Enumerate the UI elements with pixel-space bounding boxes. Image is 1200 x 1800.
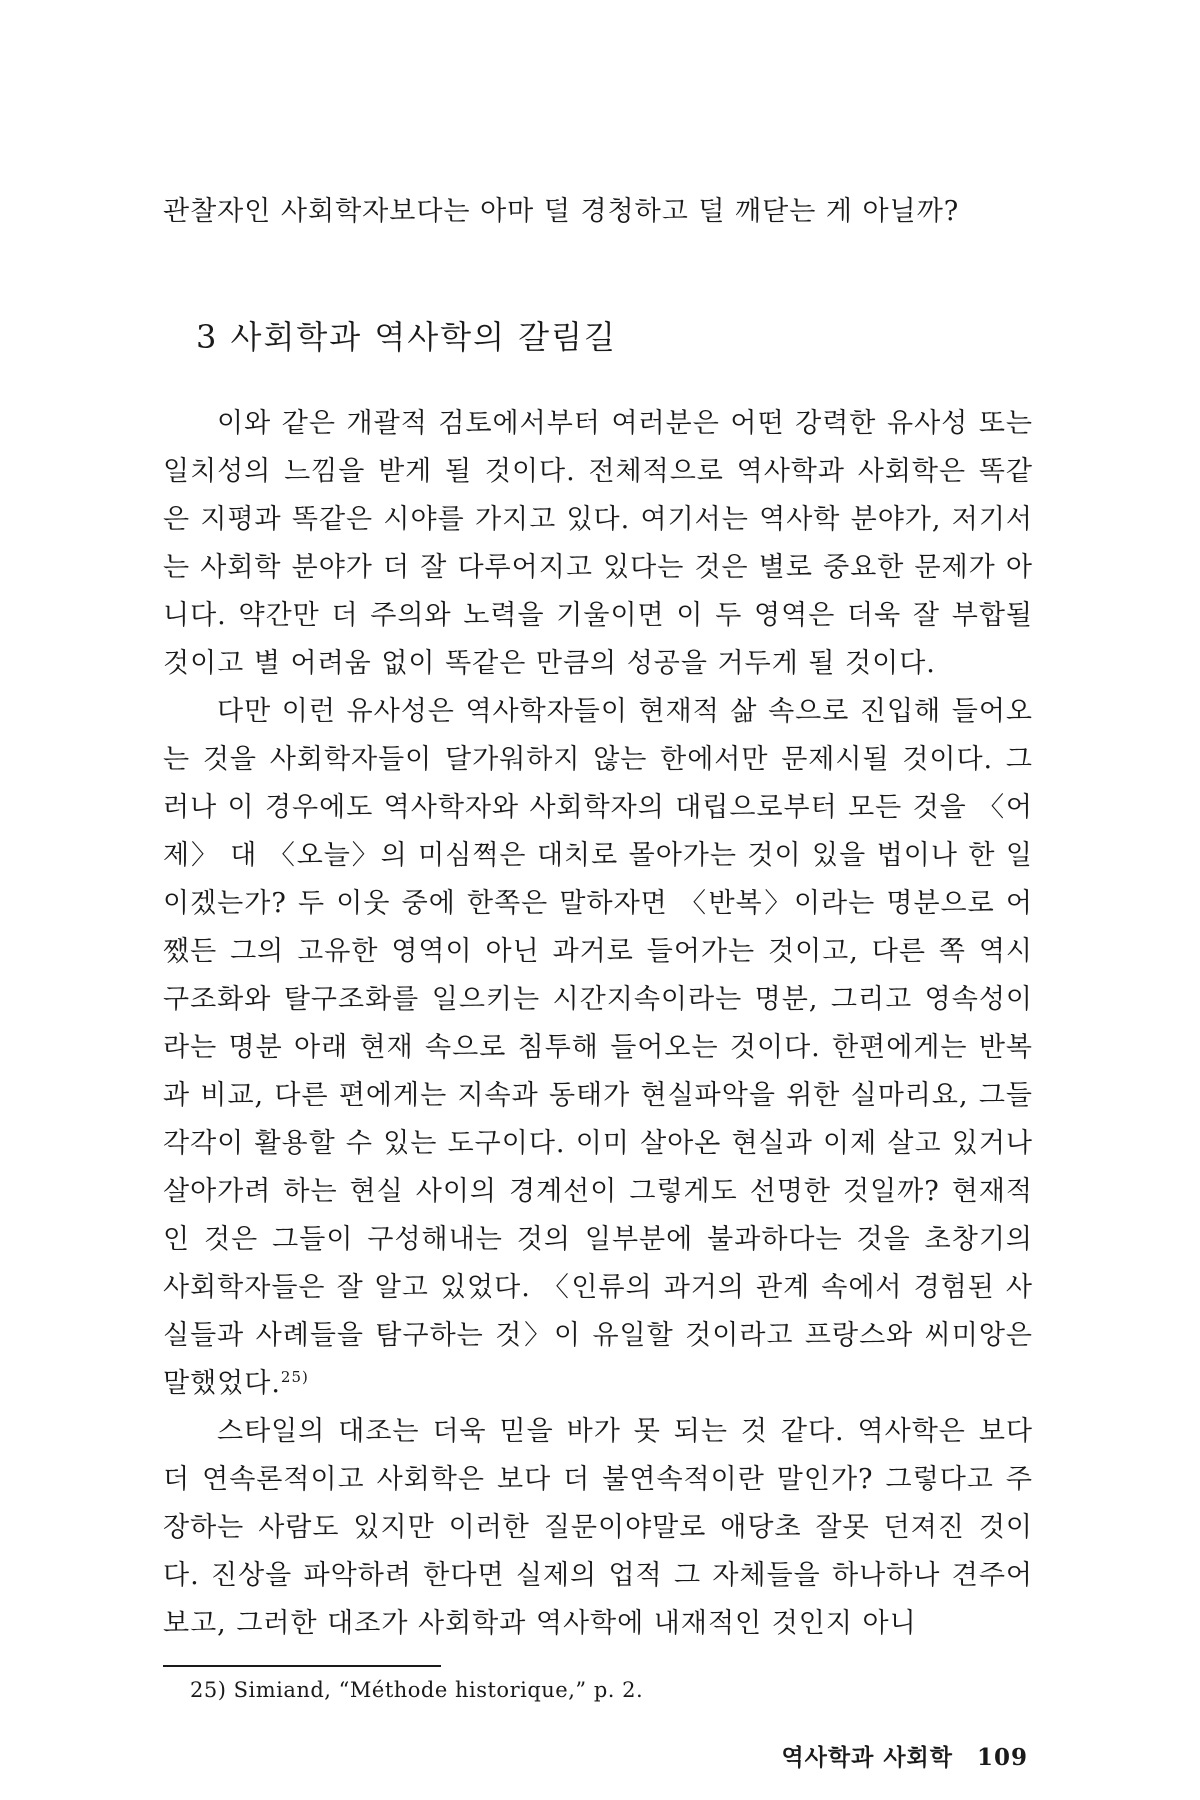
running-footer <box>781 1742 1028 1774</box>
body-text <box>163 400 1033 1648</box>
section-number: 3 <box>196 318 219 356</box>
footnote-reference: 25) <box>280 1368 309 1386</box>
page-number: 109 <box>976 1744 1028 1771</box>
footnote-divider <box>163 1665 441 1667</box>
footnote: 25) Simiand, “Méthode historique,” p. 2. <box>190 1678 644 1702</box>
paragraph-3: 스타일의 대조는 더욱 믿을 바가 못 되는 것 같다. 역사학은 보다 더 연속론적이고 사회학은 보다 더 불연속적이란 말인가? 그렇다고 주장하는 사람도 있지만 이러한 질문이야말로 애당초 잘못 던져진 것이다. 진상을 파악하려 한다면 실제의 업적 그 자체들을 하나하나 견주어 보고, 그러한 대조가 사회학과 역사학에 내재적인 것인지 아니 <box>163 1416 1033 1639</box>
section-title-text: 사회학과 역사학의 갈림길 <box>230 318 617 356</box>
carry-over-text: 관찰자인 사회학자보다는 아마 덜 경청하고 덜 깨닫는 게 아닐까? <box>163 196 960 227</box>
paragraph-1: 이와 같은 개괄적 검토에서부터 여러분은 어떤 강력한 유사성 또는 일치성의 느낌을 받게 될 것이다. 전체적으로 역사학과 사회학은 똑같은 지평과 똑같은 시야를 가지고 있다. 여기서는 역사학 분야가, 저기서는 사회학 분야가 더 잘 다루어지고 있다는 것은 별로 중요한 문제가 아니다. 약간만 더 주의와 노력을 기울이면 이 두 영역은 더욱 잘 부합될 것이고 별 어려움 없이 똑같은 만큼의 성공을 거두게 될 것이다. <box>163 408 1033 679</box>
running-footer-title: 역사학과 사회학 <box>781 1744 953 1771</box>
section-heading <box>196 315 617 359</box>
paragraph-2 <box>163 688 1033 1408</box>
paragraph-2-text: 다만 이런 유사성은 역사학자들이 현재적 삶 속으로 진입해 들어오는 것을 사회학자들이 달가워하지 않는 한에서만 문제시될 것이다. 그러나 이 경우에도 역사학자와 사회학자의 대립으로부터 모든 것을 〈어제〉 대 〈오늘〉의 미심쩍은 대치로 몰아가는 것이 있을 법이나 한 일이겠는가? 두 이웃 중에 한쪽은 말하자면 〈반복〉이라는 명분으로 어쨌든 그의 고유한 영역이 아닌 과거로 들어가는 것이고, 다른 쪽 역시 구조화와 탈구조화를 일으키는 시간지속이라는 명분, 그리고 영속성이라는 명분 아래 현재 속으로 침투해 들어오는 것이다. 한편에게는 반복과 비교, 다른 편에게는 지속과 동태가 현실파악을 위한 실마리요, 그들 각각이 활용할 수 있는 도구이다. 이미 살아온 현실과 이제 살고 있거나 살아가려 하는 현실 사이의 경계선이 그렇게도 선명한 것일까? 현재적인 것은 그들이 구성해내는 것의 일부분에 불과하다는 것을 초창기의 사회학자들은 잘 알고 있었다. 〈인류의 과거의 관계 속에서 경험된 사실들과 사례들을 탐구하는 것〉이 유일할 것이라고 프랑스와 씨미앙은 말했었다. <box>163 696 1033 1399</box>
